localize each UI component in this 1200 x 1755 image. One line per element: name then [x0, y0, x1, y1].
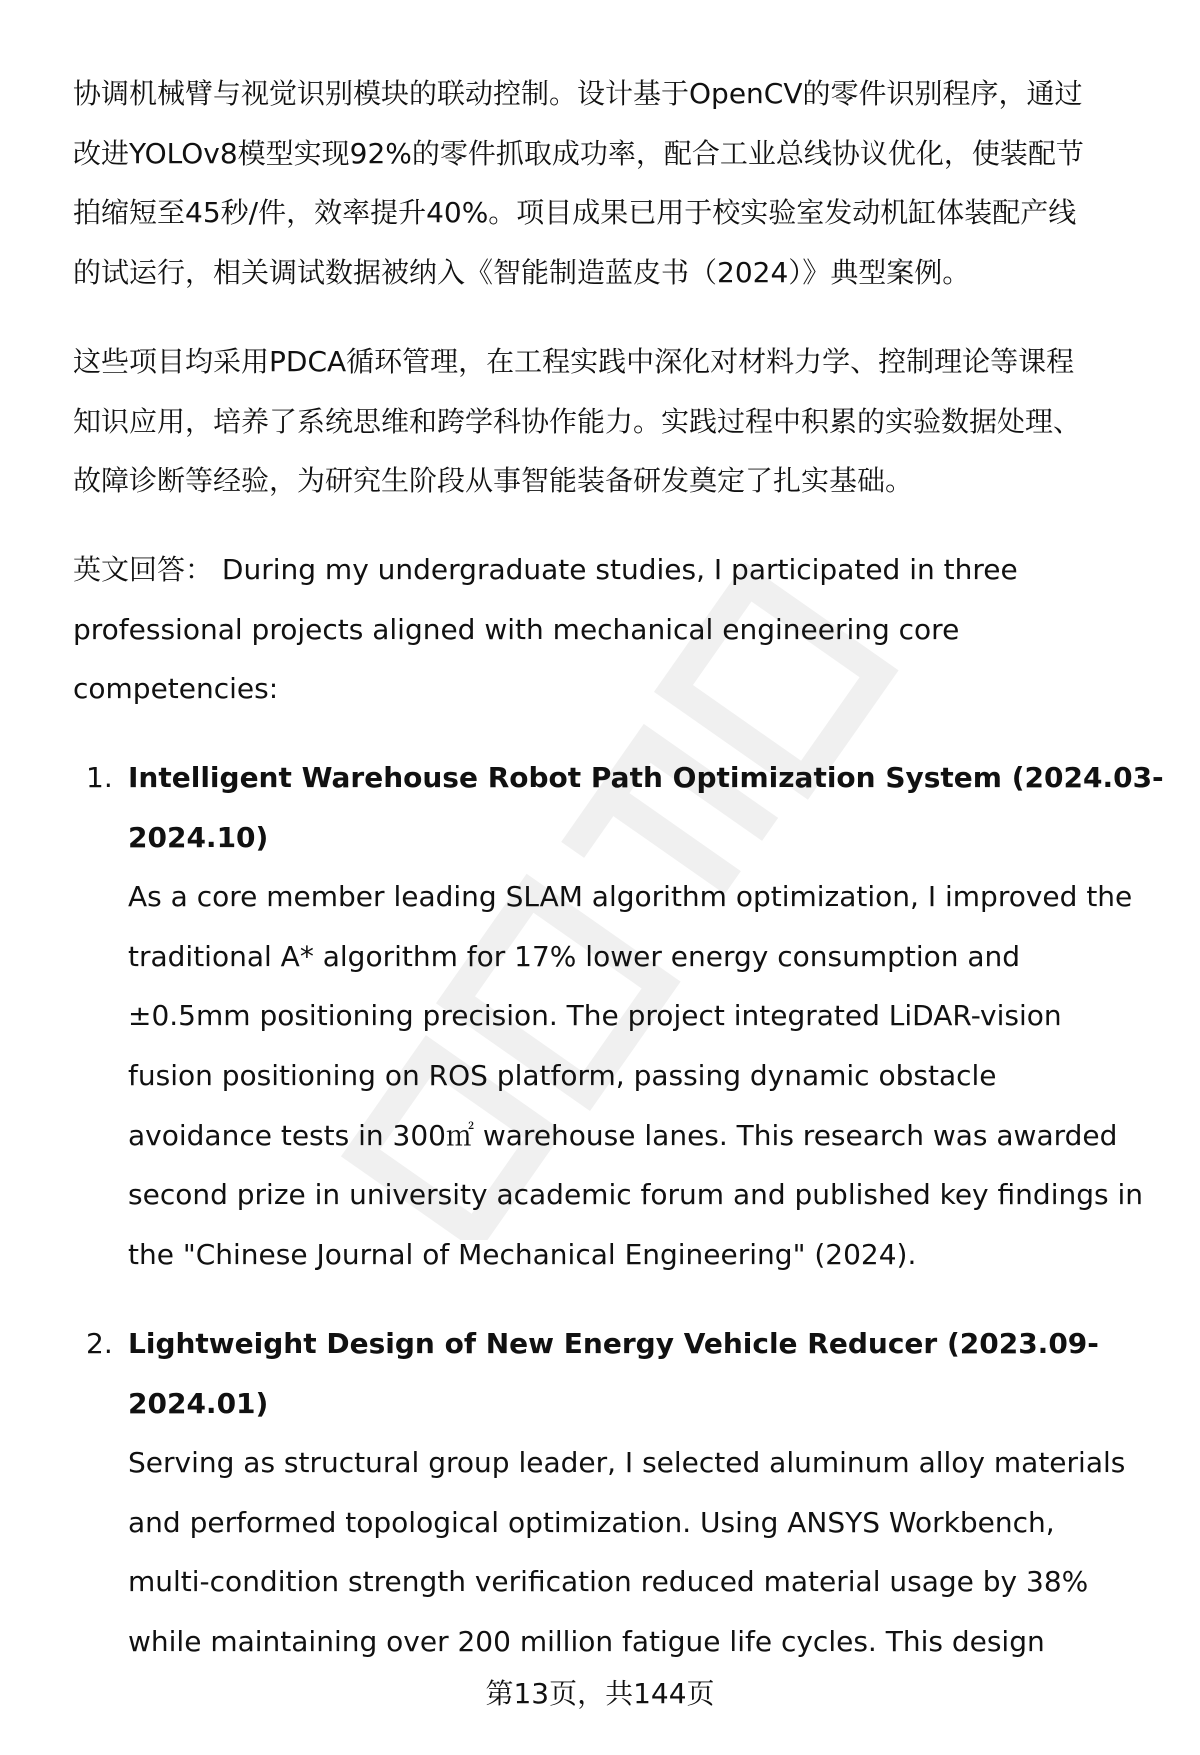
- page-footer: 第13页，共144页: [485, 1677, 715, 1710]
- project-title: Intelligent Warehouse Robot Path Optimization System (2024.03-: [128, 761, 1164, 794]
- paragraph-line: 改进YOLOv8模型实现92%的零件抓取成功率，配合工业总线协议优化，使装配节: [73, 136, 1084, 170]
- project-body-line: Serving as structural group leader, I selected aluminum alloy materials: [128, 1446, 1126, 1480]
- paragraph-line: 协调机械臂与视觉识别模块的联动控制。设计基于OpenCV的零件识别程序，通过: [73, 77, 1083, 110]
- paragraph-line: 知识应用，培养了系统思维和跨学科协作能力。实践过程中积累的实验数据处理、: [73, 404, 1082, 438]
- paragraph-line: 这些项目均采用PDCA循环管理，在工程实践中深化对材料力学、控制理论等课程: [73, 345, 1075, 378]
- project-title: Lightweight Design of New Energy Vehicle Reducer (2023.09-: [128, 1327, 1099, 1360]
- list-number: 1.: [86, 761, 113, 794]
- paragraph-line: 故障诊断等经验，为研究生阶段从事智能装备研发奠定了扎实基础。: [73, 464, 914, 498]
- project-title: 2024.01): [128, 1386, 269, 1420]
- project-body-line: fusion positioning on ROS platform, passing dynamic obstacle: [128, 1059, 997, 1092]
- paragraph-line: 的试运行，相关调试数据被纳入《智能制造蓝皮书（2024）》典型案例。: [73, 255, 971, 289]
- paragraph-line: 拍缩短至45秒/件，效率提升40%。项目成果已用于校实验室发动机缸体装配产线: [73, 196, 1077, 230]
- project-body-line: the "Chinese Journal of Mechanical Engineering" (2024).: [128, 1237, 917, 1271]
- project-body-line: traditional A* algorithm for 17% lower energy consumption and: [128, 939, 1021, 973]
- project-body-line: As a core member leading SLAM algorithm optimization, I improved the: [128, 880, 1133, 914]
- project-body-line: avoidance tests in 300㎡ warehouse lanes. This research was awarded: [128, 1118, 1118, 1152]
- intro-line: competencies:: [73, 672, 279, 706]
- project-body-line: and performed topological optimization. Using ANSYS Workbench,: [128, 1505, 1055, 1539]
- project-title: 2024.10): [128, 820, 269, 854]
- project-body-line: while maintaining over 200 million fatigue life cycles. This design: [128, 1625, 1045, 1658]
- project-body-line: ±0.5mm positioning precision. The project integrated LiDAR-vision: [128, 999, 1062, 1033]
- project-body-line: multi-condition strength verification reduced material usage by 38%: [128, 1565, 1089, 1599]
- intro-line: professional projects aligned with mechanical engineering core: [73, 612, 960, 646]
- intro-line: 英文回答： During my undergraduate studies, I participated in three: [73, 553, 1018, 586]
- project-body-line: second prize in university academic forum and published key findings in: [128, 1178, 1143, 1212]
- list-number: 2.: [86, 1327, 113, 1360]
